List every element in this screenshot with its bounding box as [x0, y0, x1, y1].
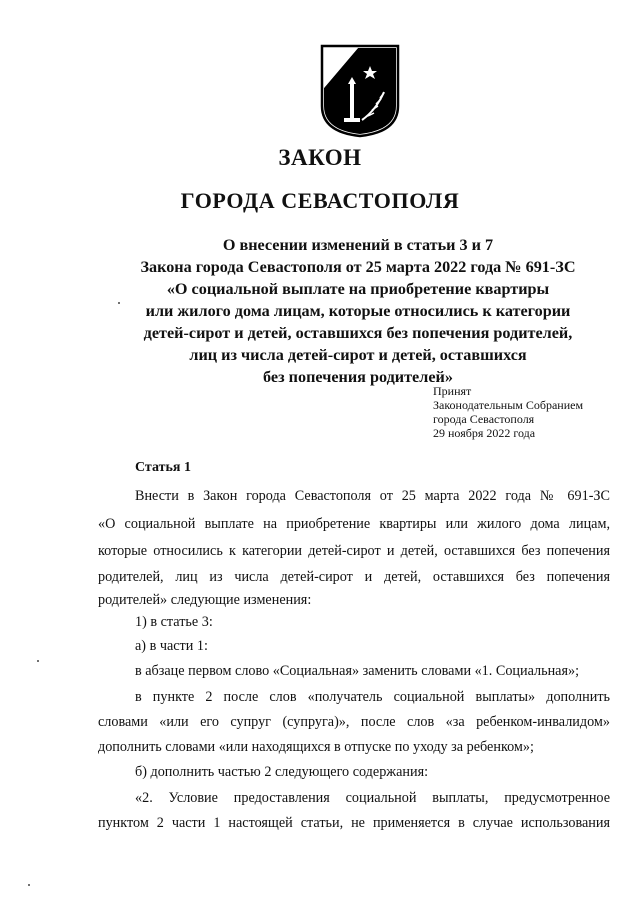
body-line: «О социальной выплате на приобретение квартиры или жилого дома лицам, [98, 516, 610, 532]
article-heading: Статья 1 [135, 460, 191, 475]
subject-line: лиц из числа детей-сирот и детей, оставшихся [189, 346, 527, 364]
subject-line: «О социальной выплате на приобретение квартиры [166, 280, 550, 298]
adoption-line: Законодательным Собранием [433, 398, 584, 412]
body-line: родителей, лиц из числа детей-сирот и детей, оставшихся без попечения [98, 569, 610, 585]
law-subject [96, 234, 620, 388]
law-title: ЗАКОН [278, 145, 362, 170]
body-line: б) дополнить частью 2 следующего содержания: [135, 764, 429, 780]
subject-line: О внесении изменений в статьи 3 и 7 [222, 236, 494, 254]
scan-speck [28, 884, 30, 886]
body-line: пунктом 2 части 1 настоящей статьи, не применяется в случае использования [98, 815, 610, 831]
scan-speck [118, 302, 120, 304]
body-line: Внести в Закон города Севастополя от 25 марта 2022 года № 691-ЗС [135, 488, 610, 504]
body-line: а) в части 1: [135, 638, 208, 654]
scan-speck [37, 660, 39, 662]
subject-line: Закона города Севастополя от 25 марта 2022 года № 691-ЗС [140, 258, 576, 276]
coat-of-arms-icon [318, 44, 402, 138]
subject-line: или жилого дома лицам, которые относились к категории [145, 302, 571, 320]
adoption-block [433, 384, 583, 440]
body-line: которые относились к категории детей-сирот и детей, оставшихся без попечения [98, 543, 610, 559]
city-title: ГОРОДА СЕВАСТОПОЛЯ [180, 188, 460, 213]
subject-line: без попечения родителей» [263, 368, 453, 386]
adoption-date: 29 ноября 2022 года [433, 426, 536, 440]
body-line: 1) в статье 3: [135, 614, 213, 630]
body-line: дополнить словами «или находящихся в отпуске по уходу за ребенком»; [98, 739, 534, 755]
body-line: в абзаце первом слово «Социальная» заменить словами «1. Социальная»; [135, 663, 580, 679]
body-line: в пункте 2 после слов «получатель социальной выплаты» дополнить [135, 689, 610, 705]
adoption-line: Принят [433, 384, 472, 398]
adoption-line: города Севастополя [433, 412, 535, 426]
subject-line: детей-сирот и детей, оставшихся без попечения родителей, [143, 324, 573, 342]
body-line: «2. Условие предоставления социальной выплаты, предусмотренное [135, 790, 610, 806]
body-line: словами «или его супруг (супруга)», после слов «за ребенком-инвалидом» [98, 714, 610, 730]
body-line: родителей» следующие изменения: [98, 592, 312, 608]
